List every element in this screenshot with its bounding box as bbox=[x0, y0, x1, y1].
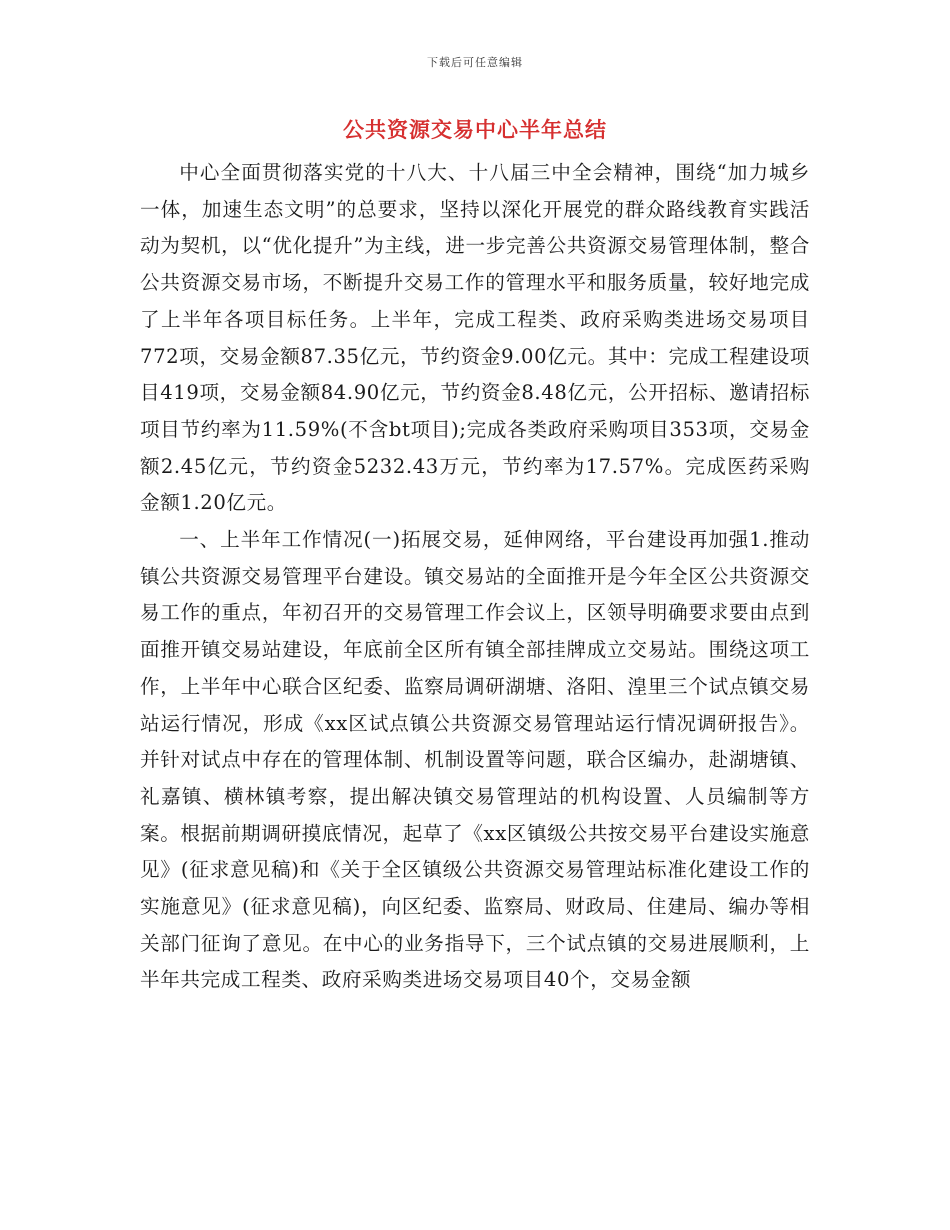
document-title: 公共资源交易中心半年总结 bbox=[343, 117, 607, 142]
paragraph-work-status: 一、上半年工作情况(一)拓展交易，延伸网络，平台建设再加强1.推动镇公共资源交易管理平台建设。镇交易站的全面推开是今年全区公共资源交易工作的重点，年初召开的交易管理工作会议上，区领导明确要求要由点到面推开镇交易站建设，年底前全区所有镇全部挂牌成立交易站。围绕这项工作，上半年中心联合区纪委、监察局调研湖塘、洛阳、湟里三个试点镇交易站运行情况，形成《xx区试点镇公共资源交易管理站运行情况调研报告》。并针对试点中存在的管理体制、机制设置等问题，联合区编办，赴湖塘镇、礼嘉镇、横林镇考察，提出解决镇交易管理站的机构设置、人员编制等方案。根据前期调研摸底情况，起草了《xx区镇级公共按交易平台建设实施意见》(征求意见稿)和《关于全区镇级公共资源交易管理站标准化建设工作的实施意见》(征求意见稿)，向区纪委、监察局、财政局、住建局、编办等相关部门征询了意见。在中心的业务指导下，三个试点镇的交易进展顺利，上半年共完成工程类、政府采购类进场交易项目40个，交易金额 bbox=[140, 528, 810, 992]
document-body bbox=[140, 155, 810, 999]
paragraph-summary: 中心全面贯彻落实党的十八大、十八届三中全会精神，围绕“加力城乡一体，加速生态文明”的总要求，坚持以深化开展党的群众路线教育实践活动为契机，以“优化提升”为主线，进一步完善公共资源交易管理体制，整合公共资源交易市场，不断提升交易工作的管理水平和服务质量，较好地完成了上半年各项目标任务。上半年，完成工程类、政府采购类进场交易项目772项，交易金额87.35亿元，节约资金9.00亿元。其中：完成工程建设项目419项，交易金额84.90亿元，节约资金8.48亿元，公开招标、邀请招标项目节约率为11.59%(不含bt项目);完成各类政府采购项目353项，交易金额2.45亿元，节约资金5232.43万元，节约率为17.57%。完成医药采购金额1.20亿元。 bbox=[140, 161, 810, 515]
header-note: 下载后可任意编辑 bbox=[427, 56, 523, 69]
